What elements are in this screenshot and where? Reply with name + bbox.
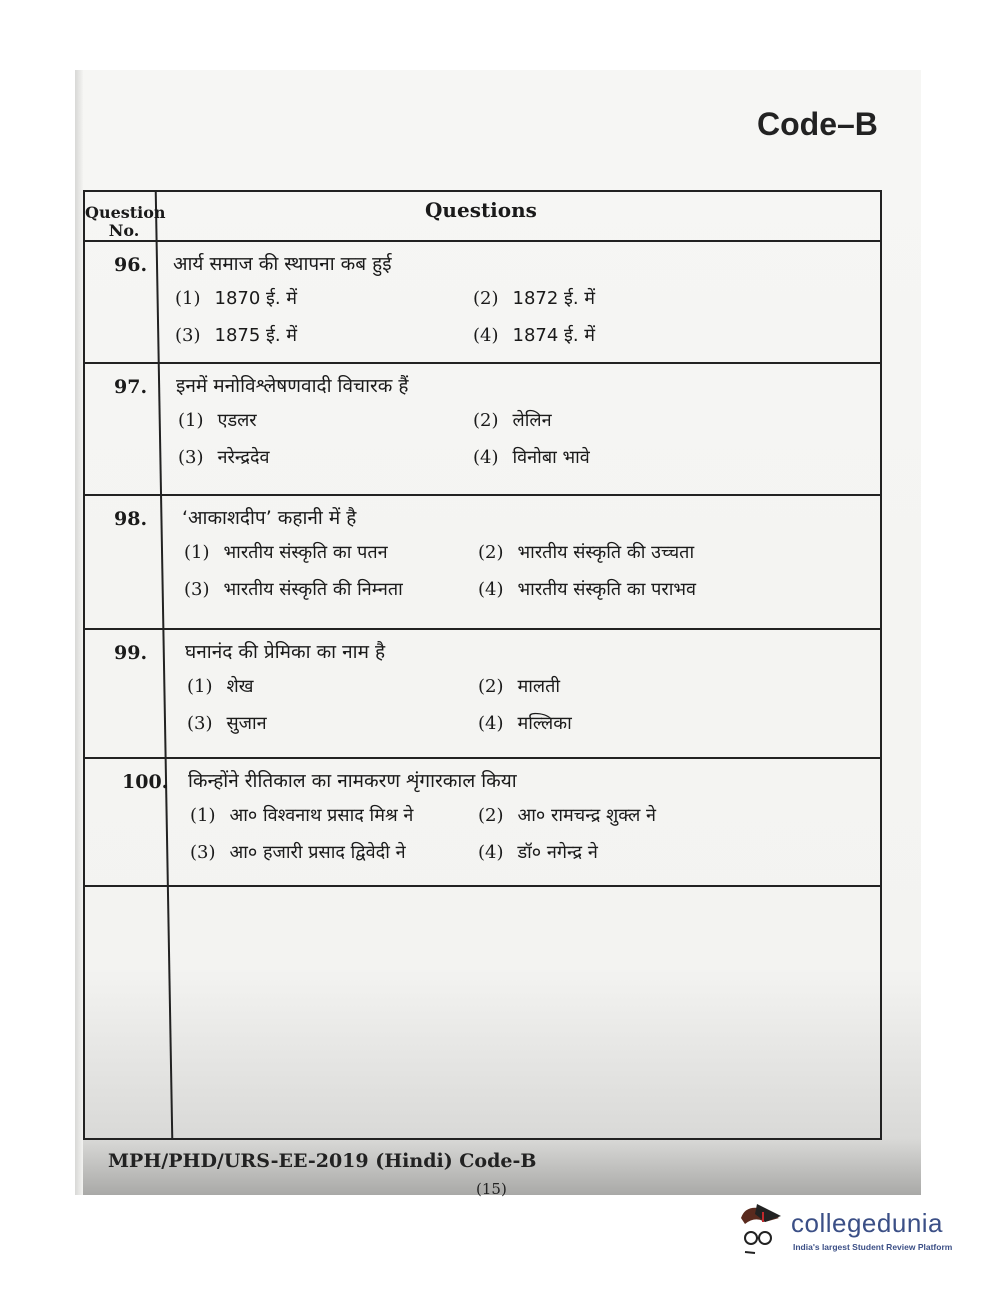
answer-option: [478, 840, 598, 864]
option-number: (2): [478, 676, 504, 697]
option-text: भारतीय संस्कृति का पराभव: [517, 579, 697, 600]
question-text: घनानंद की प्रेमिका का नाम है: [185, 641, 386, 663]
option-text: आ० हजारी प्रसाद द्विवेदी ने: [229, 842, 406, 863]
answer-option: [178, 445, 270, 469]
mascot-icon: [735, 1204, 783, 1254]
option-number: (1): [178, 410, 204, 431]
answer-option: [187, 674, 253, 698]
question-text: आर्य समाज की स्थापना कब हुई: [173, 253, 392, 275]
option-number: (2): [473, 410, 499, 431]
option-number: (4): [478, 842, 504, 863]
option-text: मालती: [517, 676, 561, 697]
paper-code: Code–B: [757, 106, 878, 142]
option-text: 1874 ई. में: [512, 325, 596, 346]
option-number: (3): [175, 325, 201, 346]
brand-tagline: India's largest Student Review Platform: [793, 1242, 953, 1252]
answer-option: [190, 840, 406, 864]
answer-option: [184, 577, 403, 601]
answer-option: [473, 323, 595, 347]
question-number: 98.: [114, 508, 148, 530]
page-number: (15): [476, 1180, 507, 1198]
collegedunia-logo: [735, 1200, 965, 1260]
answer-option: [175, 286, 297, 310]
option-text: आ० विश्वनाथ प्रसाद मिश्र ने: [229, 805, 414, 826]
column-divider: [155, 192, 174, 1138]
answer-option: [190, 803, 413, 827]
answer-option: [478, 803, 656, 827]
answer-option: [478, 540, 694, 564]
option-text: विनोबा भावे: [512, 447, 590, 468]
answer-option: [473, 286, 595, 310]
row-divider: [85, 885, 880, 887]
option-text: आ० रामचन्द्र शुक्ल ने: [517, 805, 657, 826]
option-number: (4): [473, 325, 499, 346]
exam-code-footer: MPH/PHD/URS-EE-2019 (Hindi) Code-B: [108, 1150, 537, 1172]
option-text: सुजान: [226, 713, 267, 734]
answer-option: [178, 408, 257, 432]
scan-edge: [75, 70, 83, 1195]
option-number: (2): [478, 542, 504, 563]
header-questions: Questions: [425, 198, 537, 222]
option-number: (1): [190, 805, 216, 826]
option-number: (3): [178, 447, 204, 468]
answer-option: [184, 540, 388, 564]
row-divider: [85, 494, 880, 496]
answer-option: [478, 711, 572, 735]
question-number: 100.: [122, 771, 169, 793]
question-text: इनमें मनोविश्लेषणवादी विचारक हैं: [176, 375, 409, 397]
option-text: लेलिन: [512, 410, 552, 431]
option-number: (3): [190, 842, 216, 863]
row-divider: [85, 628, 880, 630]
question-text: किन्होंने रीतिकाल का नामकरण शृंगारकाल किया: [188, 770, 517, 792]
question-number: 97.: [114, 376, 148, 398]
row-divider: [85, 240, 880, 242]
option-text: भारतीय संस्कृति का पतन: [223, 542, 388, 563]
option-text: नरेन्द्रदेव: [217, 447, 270, 468]
option-text: भारतीय संस्कृति की उच्चता: [517, 542, 695, 563]
header-question-no: Question No.: [85, 203, 166, 240]
answer-option: [478, 674, 560, 698]
option-text: 1872 ई. में: [512, 288, 596, 309]
option-number: (3): [187, 713, 213, 734]
option-number: (2): [478, 805, 504, 826]
option-text: 1870 ई. में: [214, 288, 298, 309]
option-text: 1875 ई. में: [214, 325, 298, 346]
row-divider: [85, 757, 880, 759]
answer-option: [187, 711, 267, 735]
option-number: (1): [184, 542, 210, 563]
option-number: (4): [473, 447, 499, 468]
option-number: (4): [478, 713, 504, 734]
option-number: (4): [478, 579, 504, 600]
option-text: डॉ० नगेन्द्र ने: [517, 842, 598, 863]
option-text: मल्लिका: [517, 713, 572, 734]
answer-option: [473, 445, 590, 469]
option-text: भारतीय संस्कृति की निम्नता: [223, 579, 403, 600]
option-text: एडलर: [217, 410, 257, 431]
question-number: 96.: [114, 254, 148, 276]
row-divider: [85, 362, 880, 364]
question-text: ‘आकाशदीप’ कहानी में है: [182, 507, 357, 529]
option-number: (2): [473, 288, 499, 309]
option-number: (1): [187, 676, 213, 697]
question-number: 99.: [114, 642, 148, 664]
option-text: शेख: [226, 676, 254, 697]
answer-option: [473, 408, 552, 432]
answer-option: [175, 323, 297, 347]
option-number: (3): [184, 579, 210, 600]
brand-name: collegedunia: [791, 1208, 944, 1238]
option-number: (1): [175, 288, 201, 309]
answer-option: [478, 577, 696, 601]
